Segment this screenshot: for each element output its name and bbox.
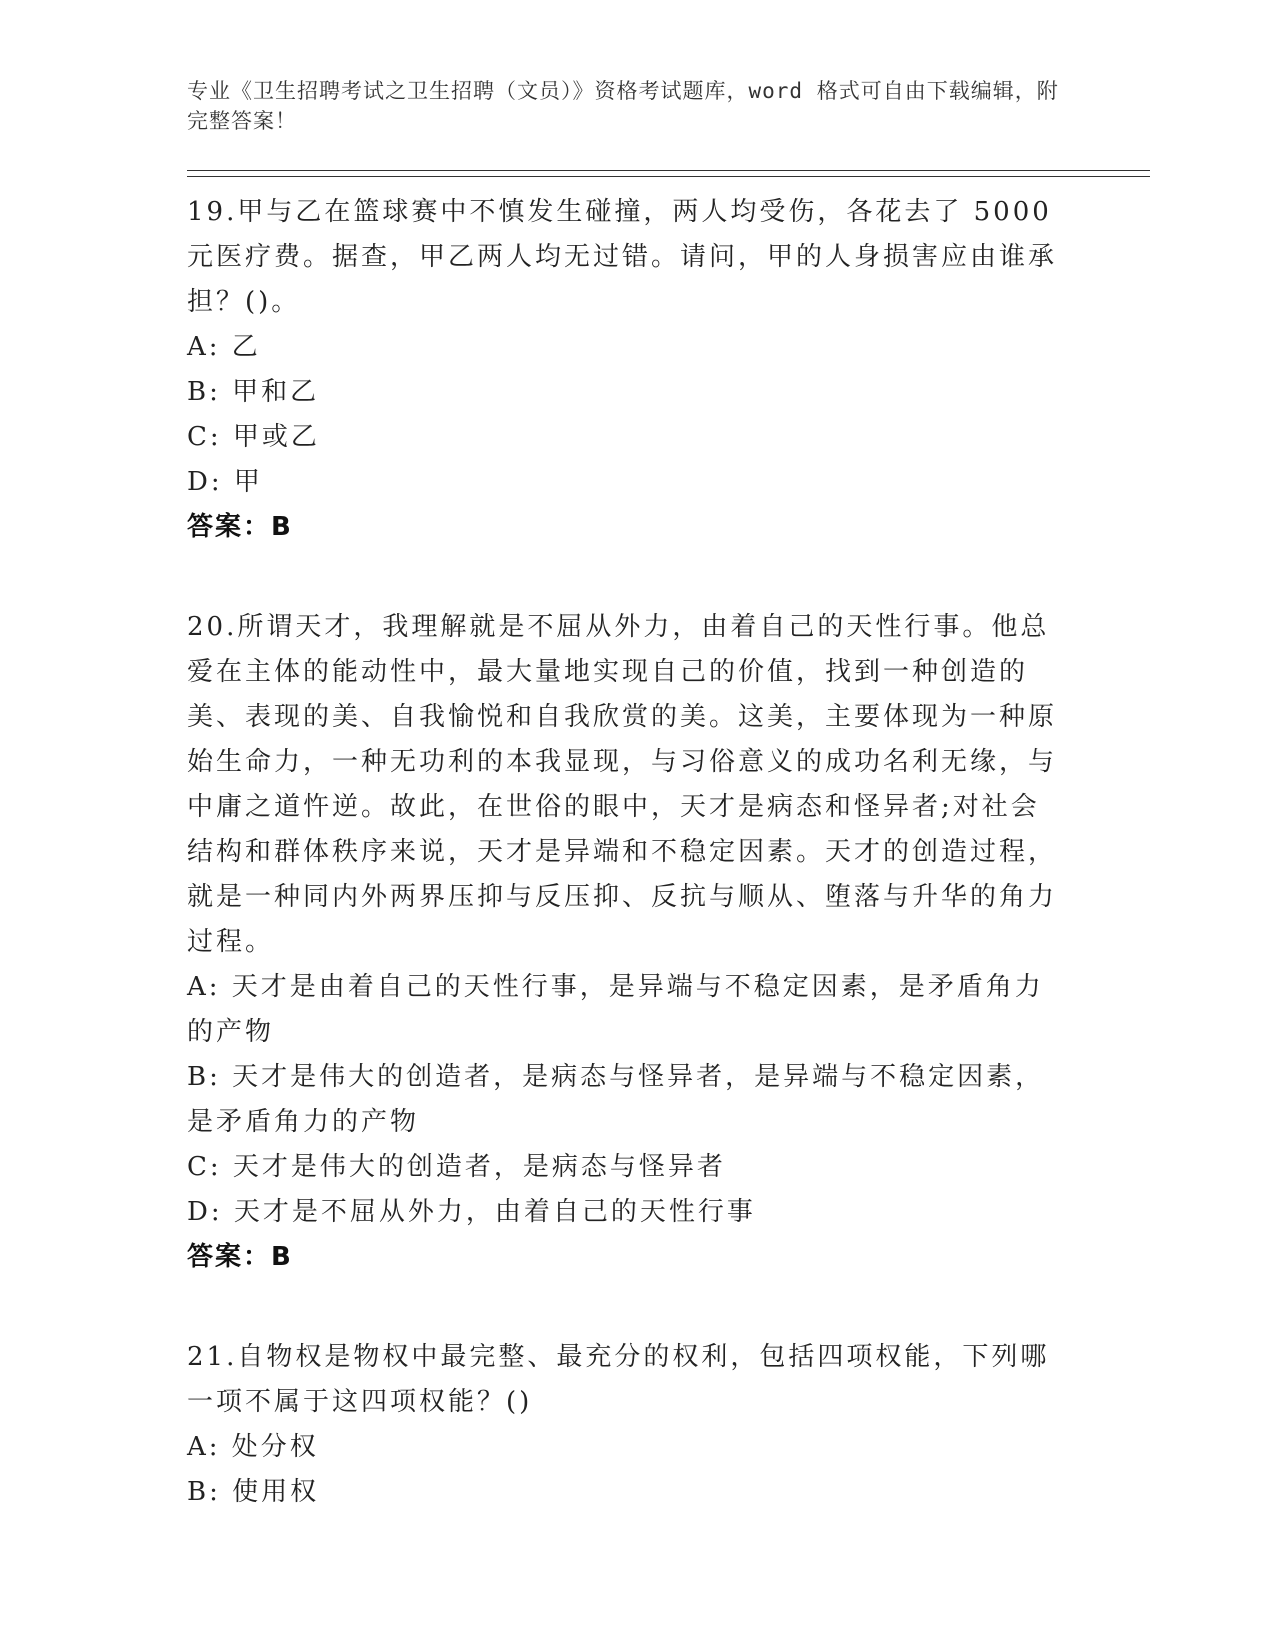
option-d: D: 天才是不屈从外力，由着自己的天性行事 <box>187 1197 756 1227</box>
question-21 <box>187 1335 1067 1515</box>
question-20 <box>187 605 1067 1280</box>
question-stem: 21.自物权是物权中最完整、最充分的权利，包括四项权能，下列哪一项不属于这四项权能？() <box>187 1342 1050 1417</box>
header-rule-top <box>187 170 1150 171</box>
answer-label: 答案：B <box>187 1242 293 1272</box>
option-b: B: 使用权 <box>187 1477 320 1507</box>
option-b: B: 天才是伟大的创造者，是病态与怪异者，是异端与不稳定因素，是矛盾角力的产物 <box>187 1062 1045 1137</box>
option-a: A: 天才是由着自己的天性行事，是异端与不稳定因素，是矛盾角力的产物 <box>187 972 1044 1047</box>
question-stem: 19.甲与乙在篮球赛中不慎发生碰撞，两人均受伤，各花去了 5000 元医疗费。据查，甲乙两人均无过错。请问，甲的人身损害应由谁承担？()。 <box>187 197 1058 317</box>
question-19 <box>187 190 1067 550</box>
option-c: C: 天才是伟大的创造者，是病态与怪异者 <box>187 1152 726 1182</box>
option-a: A: 处分权 <box>187 1432 319 1462</box>
option-b: B: 甲和乙 <box>187 377 320 407</box>
header-rule-bottom <box>187 176 1150 177</box>
document-header: 专业《卫生招聘考试之卫生招聘（文员）》资格考试题库，word 格式可自由下载编辑，附完整答案！ <box>187 79 1059 133</box>
option-d: D: 甲 <box>187 467 263 497</box>
question-stem: 20.所谓天才，我理解就是不屈从外力，由着自己的天性行事。他总爱在主体的能动性中，最大量地实现自己的价值，找到一种创造的美、表现的美、自我愉悦和自我欣赏的美。这美，主要体现为一种原始生命力，一种无功利的本我显现，与习俗意义的成功名利无缘，与中庸之道忤逆。故此，在世俗的眼中，天才是病态和怪异者;对社会结构和群体秩序来说，天才是异端和不稳定因素。天才的创造过程，就是一种同内外两界压抑与反压抑、反抗与顺从、堕落与升华的角力过程。 <box>187 612 1058 957</box>
option-a: A: 乙 <box>187 332 261 362</box>
answer-label: 答案：B <box>187 512 293 542</box>
option-c: C: 甲或乙 <box>187 422 320 452</box>
question-list <box>187 190 1067 1515</box>
